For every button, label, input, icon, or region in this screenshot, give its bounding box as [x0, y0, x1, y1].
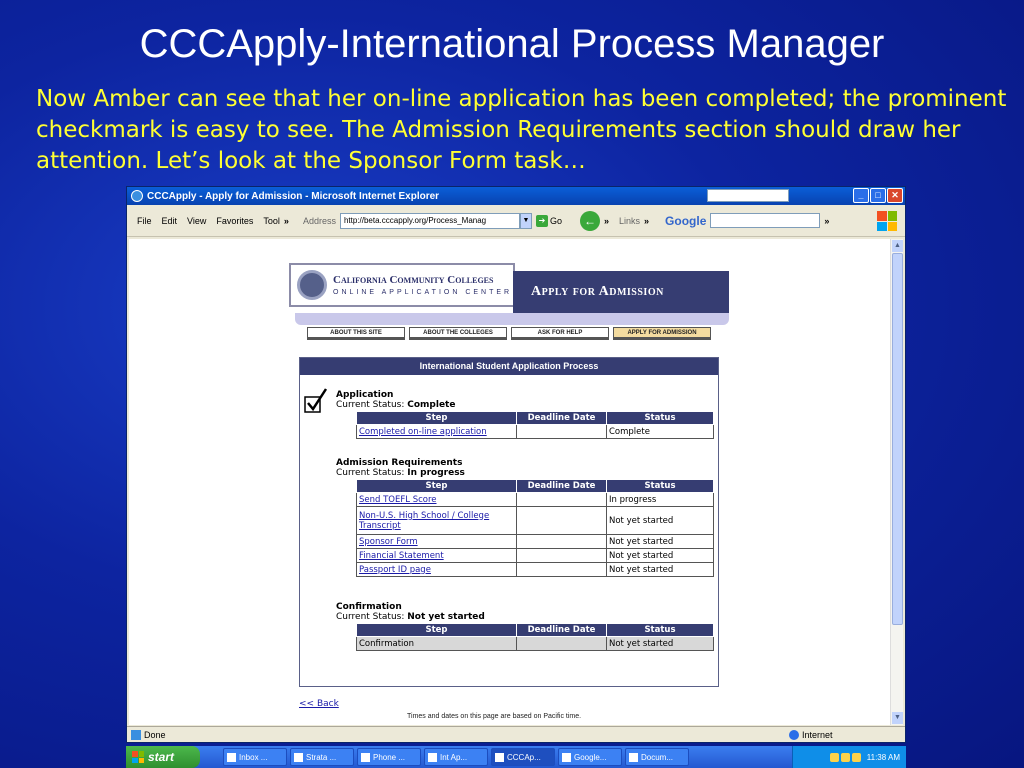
- table-row: [357, 425, 714, 439]
- header-status: Status: [607, 480, 714, 493]
- minimize-button[interactable]: _: [853, 188, 869, 203]
- address-input[interactable]: http://beta.cccapply.org/Process_Manag: [340, 213, 520, 229]
- status-cell: Not yet started: [607, 549, 714, 563]
- deadline-cell: [517, 507, 607, 535]
- tray-icon[interactable]: [830, 753, 839, 762]
- process-panel: [299, 357, 719, 687]
- status-cell: Not yet started: [607, 637, 714, 651]
- header-status: Status: [607, 412, 714, 425]
- go-button[interactable]: [536, 215, 562, 227]
- menu-edit[interactable]: Edit: [161, 215, 178, 226]
- college-seal-icon: [297, 270, 327, 300]
- task-documents[interactable]: Docum...: [625, 748, 689, 766]
- site-nav: [307, 327, 711, 340]
- step-cell-confirmation: Confirmation: [357, 637, 517, 651]
- step-link-passport[interactable]: Passport ID page: [359, 564, 431, 575]
- logo-title: California Community Colleges: [333, 274, 494, 286]
- google-toolbar-logo[interactable]: Google: [665, 213, 707, 228]
- table-row: [357, 563, 714, 577]
- ie-icon: [131, 190, 143, 202]
- table-row: [357, 507, 714, 535]
- app-icon: [294, 753, 303, 762]
- back-arrow-icon[interactable]: ←: [580, 211, 600, 231]
- header-deadline: Deadline Date: [517, 480, 607, 493]
- security-zone: Internet: [789, 730, 833, 740]
- menu-favorites[interactable]: Favorites: [216, 215, 254, 226]
- status-cell: Complete: [607, 425, 714, 439]
- header-step: Step: [357, 480, 517, 493]
- site-banner: [289, 263, 729, 331]
- section-application: [336, 390, 714, 439]
- task-strata[interactable]: Strata ...: [290, 748, 354, 766]
- nav-about-colleges[interactable]: ABOUT THE COLLEGES: [409, 327, 507, 340]
- menu-file[interactable]: File: [137, 215, 152, 226]
- step-link-transcript[interactable]: Non-U.S. High School / College Transcript: [359, 510, 490, 531]
- steps-table: [356, 479, 714, 577]
- header-step: Step: [357, 412, 517, 425]
- nav-apply-admission[interactable]: APPLY FOR ADMISSION: [613, 327, 711, 340]
- deadline-cell: [517, 637, 607, 651]
- system-tray: [792, 746, 906, 768]
- logo-subtitle: ONLINE APPLICATION CENTER: [333, 289, 513, 296]
- window-title: CCCApply - Apply for Admission - Microsoft Internet Explorer: [147, 190, 440, 202]
- slide-title: CCCApply-International Process Manager: [139, 22, 885, 66]
- browser-window: [126, 186, 906, 743]
- task-int-ap[interactable]: Int Ap...: [424, 748, 488, 766]
- status-cell: Not yet started: [607, 563, 714, 577]
- header-step: Step: [357, 624, 517, 637]
- clock: 11:38 AM: [866, 752, 900, 762]
- task-google[interactable]: Google...: [558, 748, 622, 766]
- tray-icon[interactable]: [841, 753, 850, 762]
- maximize-button[interactable]: □: [870, 188, 886, 203]
- title-search-box[interactable]: [707, 189, 789, 202]
- toolbar-overflow-icon[interactable]: »: [603, 215, 609, 226]
- outlook-icon: [227, 753, 236, 762]
- process-heading: International Student Application Process: [300, 358, 718, 375]
- title-bar: [127, 187, 905, 205]
- nav-ask-help[interactable]: ASK FOR HELP: [511, 327, 609, 340]
- ccc-logo[interactable]: [289, 263, 515, 307]
- section-title: Admission Requirements: [336, 458, 463, 468]
- vertical-scrollbar[interactable]: [890, 239, 903, 725]
- google-search-input[interactable]: [710, 213, 820, 228]
- app-icon: [361, 753, 370, 762]
- globe-icon: [789, 730, 799, 740]
- status-bar: [127, 726, 905, 742]
- timezone-note: Times and dates on this page are based on Pacific time.: [407, 713, 582, 720]
- nav-about-site[interactable]: ABOUT THIS SITE: [307, 327, 405, 340]
- section-admission-requirements: [336, 458, 714, 577]
- links-label[interactable]: Links: [619, 215, 641, 226]
- steps-table: [356, 623, 714, 651]
- address-label: Address: [302, 215, 336, 226]
- tray-icon[interactable]: [852, 753, 861, 762]
- step-link-financial-statement[interactable]: Financial Statement: [359, 550, 444, 561]
- deadline-cell: [517, 549, 607, 563]
- windows-flag-icon: [132, 751, 144, 763]
- menu-overflow-icon[interactable]: »: [283, 215, 289, 226]
- page-viewport: [129, 239, 891, 725]
- status-cell: In progress: [607, 493, 714, 507]
- slide-caption: Now Amber can see that her on-line application has been completed; the prominent checkmark is easy to see. The Admission Requirements section should draw her attention. Let’s look at the Sponsor Form task…: [36, 86, 1007, 174]
- deadline-cell: [517, 425, 607, 439]
- deadline-cell: [517, 563, 607, 577]
- task-phone[interactable]: Phone ...: [357, 748, 421, 766]
- back-link[interactable]: << Back: [299, 699, 339, 709]
- table-row: [357, 535, 714, 549]
- section-title: Application: [336, 390, 394, 400]
- scroll-thumb[interactable]: [892, 253, 903, 625]
- section-status: Current Status: In progress: [336, 468, 465, 478]
- header-status: Status: [607, 624, 714, 637]
- app-icon: [428, 753, 437, 762]
- scroll-down-icon[interactable]: ▼: [892, 712, 903, 724]
- status-text: Done: [144, 729, 166, 740]
- google-overflow-icon[interactable]: »: [824, 215, 830, 226]
- table-row: [357, 493, 714, 507]
- checkmark-icon: [304, 388, 328, 414]
- close-button[interactable]: ✕: [887, 188, 903, 203]
- step-link-completed-application[interactable]: Completed on-line application: [359, 426, 487, 437]
- ie-icon: [562, 753, 571, 762]
- go-arrow-icon: ➔: [536, 215, 548, 227]
- status-cell: Not yet started: [607, 535, 714, 549]
- windows-logo-icon: [877, 211, 897, 231]
- banner-heading: Apply for Admission: [513, 271, 729, 313]
- start-button[interactable]: start: [126, 746, 200, 768]
- section-title: Confirmation: [336, 602, 402, 612]
- go-label: Go: [549, 215, 562, 226]
- step-link-sponsor-form[interactable]: Sponsor Form: [359, 536, 418, 547]
- steps-table: [356, 411, 714, 439]
- section-confirmation: [336, 602, 714, 651]
- address-dropdown-icon[interactable]: ▼: [520, 213, 532, 229]
- table-row: [357, 549, 714, 563]
- step-link-toefl[interactable]: Send TOEFL Score: [359, 494, 437, 505]
- task-cccapply[interactable]: CCCAp...: [491, 748, 555, 766]
- section-status: Current Status: Complete: [336, 400, 456, 410]
- menu-view[interactable]: View: [187, 215, 207, 226]
- ie-icon: [495, 753, 504, 762]
- scroll-up-icon[interactable]: ▲: [892, 240, 903, 252]
- folder-icon: [629, 753, 638, 762]
- deadline-cell: [517, 535, 607, 549]
- status-cell: Not yet started: [607, 507, 714, 535]
- banner-underline: [295, 313, 729, 325]
- page-done-icon: [131, 730, 141, 740]
- toolbar: [127, 205, 905, 237]
- deadline-cell: [517, 493, 607, 507]
- links-overflow-icon[interactable]: »: [644, 215, 650, 226]
- menu-tools[interactable]: Tool: [263, 215, 280, 226]
- header-deadline: Deadline Date: [517, 412, 607, 425]
- header-deadline: Deadline Date: [517, 624, 607, 637]
- task-inbox[interactable]: Inbox ...: [223, 748, 287, 766]
- taskbar: [126, 746, 906, 768]
- table-row: [357, 637, 714, 651]
- section-status: Current Status: Not yet started: [336, 612, 485, 622]
